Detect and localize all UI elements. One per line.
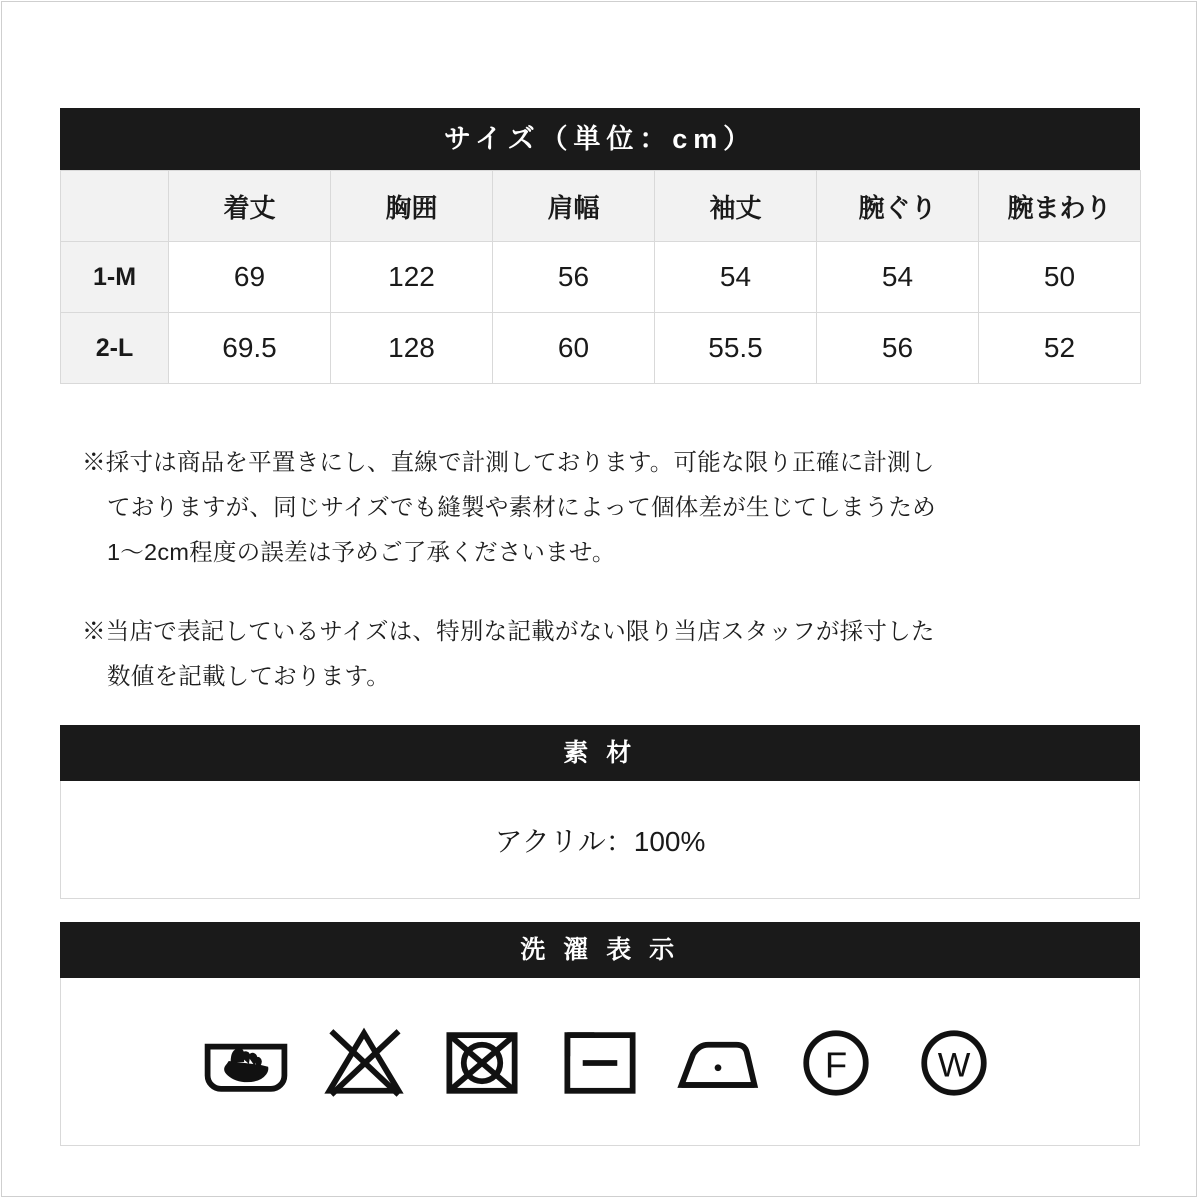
row-header-size-l: 2-L [61, 313, 169, 384]
size-table-corner-cell [61, 171, 169, 242]
note-line: ※採寸は商品を平置きにし、直線で計測しております。可能な限り正確に計測し [82, 449, 935, 475]
size-section [60, 108, 1140, 384]
wet-clean-icon [906, 1014, 1002, 1110]
no-bleach-icon [316, 1014, 412, 1110]
cell-l-chest: 128 [331, 313, 493, 384]
wash-icon-row [60, 978, 1140, 1146]
hand-wash-icon [198, 1014, 294, 1110]
cell-m-length: 69 [169, 242, 331, 313]
note-line: 数値を記載しております。 [107, 663, 390, 690]
iron-low-icon [670, 1014, 766, 1110]
size-section-title: サイズ（単位：cm） [60, 108, 1140, 170]
cell-m-arm-circumference: 50 [979, 242, 1141, 313]
column-header-arm-circumference: 腕まわり [979, 171, 1141, 242]
cell-l-armhole: 56 [817, 313, 979, 384]
material-section [60, 725, 1140, 899]
note-paragraph-measurement [82, 440, 1122, 575]
size-table-body [61, 242, 1141, 384]
no-tumble-dry-icon [434, 1014, 530, 1110]
column-header-armhole: 腕ぐり [817, 171, 979, 242]
cell-m-shoulder: 56 [493, 242, 655, 313]
cell-l-sleeve: 55.5 [655, 313, 817, 384]
note-line: 1〜2cm程度の誤差は予めご了承くださいませ。 [107, 539, 616, 566]
cell-l-length: 69.5 [169, 313, 331, 384]
cell-m-chest: 122 [331, 242, 493, 313]
table-row [61, 242, 1141, 313]
table-row [61, 313, 1141, 384]
column-header-shoulder: 肩幅 [493, 171, 655, 242]
measurement-notes [82, 440, 1122, 734]
table-header-row [61, 171, 1141, 242]
svg-text:W: W [937, 1045, 971, 1084]
column-header-sleeve: 袖丈 [655, 171, 817, 242]
row-header-size-m: 1-M [61, 242, 169, 313]
size-table [60, 170, 1141, 384]
cell-m-sleeve: 54 [655, 242, 817, 313]
column-header-length: 着丈 [169, 171, 331, 242]
column-header-chest: 胸囲 [331, 171, 493, 242]
cell-l-arm-circumference: 52 [979, 313, 1141, 384]
size-table-head [61, 171, 1141, 242]
note-line: ておりますが、同じサイズでも縫製や素材によって個体差が生じてしまうため [107, 494, 936, 521]
wash-care-section [60, 922, 1140, 1146]
svg-text:F: F [824, 1043, 848, 1085]
note-line: ※当店で表記しているサイズは、特別な記載がない限り当店スタッフが採寸した [82, 618, 935, 645]
flat-dry-in-shade-icon [552, 1014, 648, 1110]
dryclean-petroleum-icon [788, 1014, 884, 1110]
material-section-title: 素 材 [60, 725, 1140, 781]
material-value: アクリル：100% [60, 781, 1140, 899]
cell-l-shoulder: 60 [493, 313, 655, 384]
note-paragraph-staff [82, 609, 1122, 699]
wash-section-title: 洗 濯 表 示 [60, 922, 1140, 978]
cell-m-armhole: 54 [817, 242, 979, 313]
